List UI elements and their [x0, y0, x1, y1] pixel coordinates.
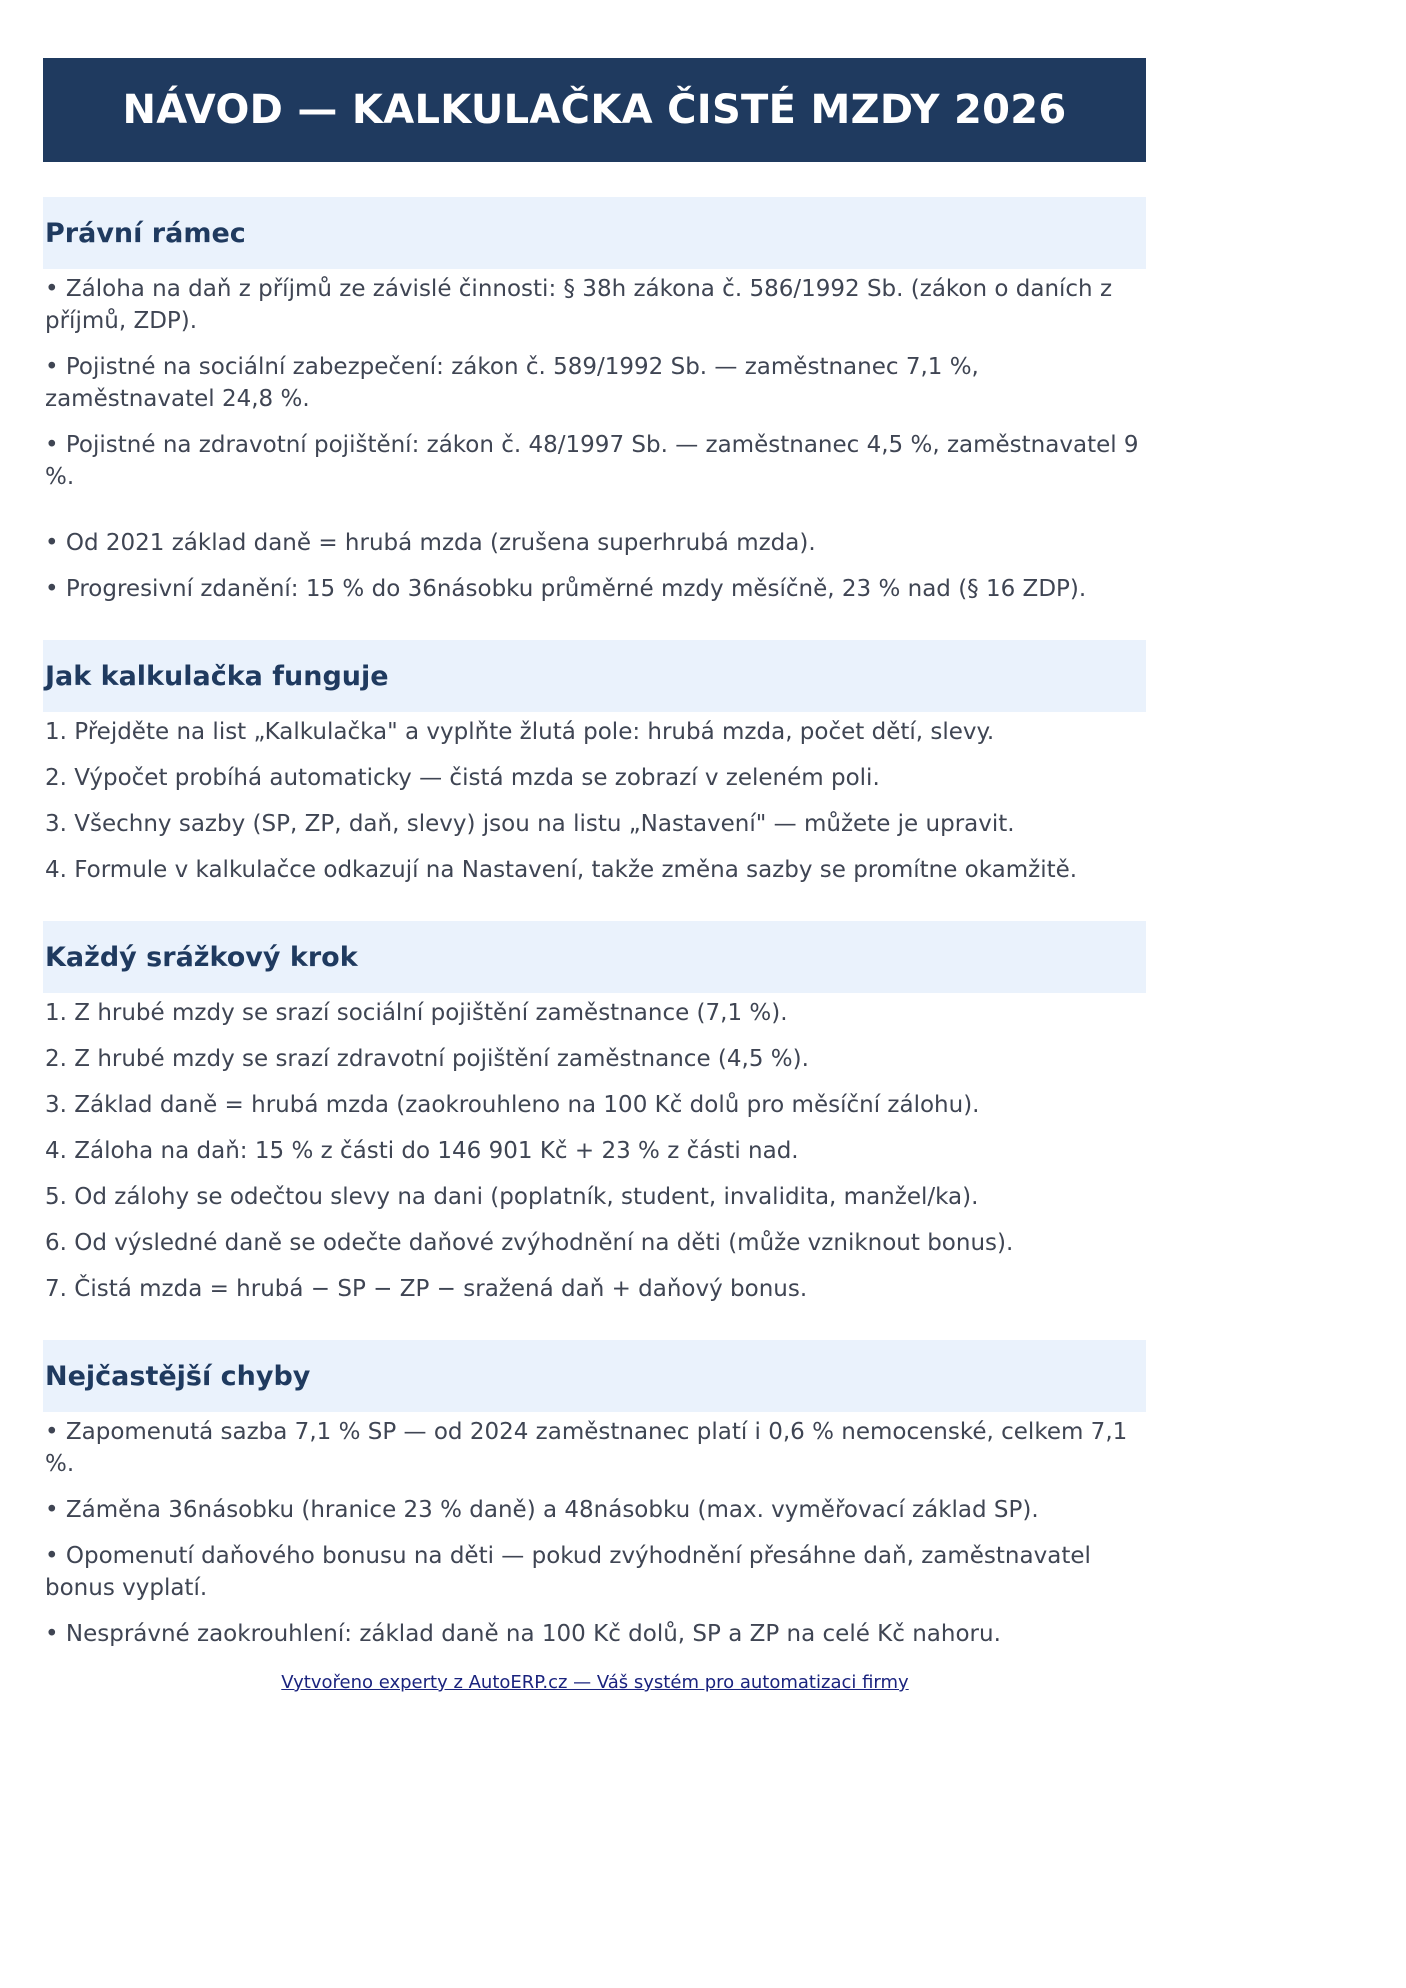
- list-item: 3. Základ daně = hrubá mzda (zaokrouhleno na 100 Kč dolů pro měsíční zálohu).: [45, 1092, 980, 1118]
- list-item: • Pojistné na sociální zabezpečení: zákon č. 589/1992 Sb. — zaměstnanec 7,1 %, zaměstnavatel 24,8 %.: [45, 354, 979, 412]
- list-item: 1. Přejděte na list „Kalkulačka" a vyplňte žlutá pole: hrubá mzda, počet dětí, slevy.: [45, 719, 995, 745]
- footer: [0, 1672, 1190, 1693]
- list-item: 7. Čistá mzda = hrubá − SP − ZP − sražená daň + daňový bonus.: [45, 1276, 808, 1302]
- list-item: • Záměna 36násobku (hranice 23 % daně) a 48násobku (max. vyměřovací základ SP).: [45, 1497, 1039, 1523]
- section-legal-framework: [43, 197, 1146, 605]
- section-header: [43, 1340, 1146, 1412]
- list-item: • Záloha na daň z příjmů ze závislé činnosti: § 38h zákona č. 586/1992 Sb. (zákon o daních z příjmů, ZDP).: [45, 276, 1113, 334]
- section-items: [43, 1416, 1146, 1650]
- list-item: 2. Z hrubé mzdy se srazí zdravotní pojištění zaměstnance (4,5 %).: [45, 1046, 809, 1072]
- list-item: 2. Výpočet probíhá automaticky — čistá mzda se zobrazí v zeleném poli.: [45, 765, 880, 791]
- document-title: NÁVOD — KALKULAČKA ČISTÉ MZDY 2026: [122, 87, 1067, 133]
- title-banner: [43, 58, 1146, 162]
- section-header: [43, 640, 1146, 712]
- section-header: [43, 197, 1146, 269]
- section-header: [43, 921, 1146, 993]
- section-heading: Jak kalkulačka funguje: [45, 660, 389, 692]
- list-item: 1. Z hrubé mzdy se srazí sociální pojištění zaměstnance (7,1 %).: [45, 1000, 788, 1026]
- list-item: • Nesprávné zaokrouhlení: základ daně na 100 Kč dolů, SP a ZP na celé Kč nahoru.: [45, 1621, 1001, 1647]
- section-items: [43, 716, 1146, 886]
- section-common-mistakes: [43, 1340, 1146, 1650]
- section-items: [43, 273, 1146, 605]
- section-heading: Nejčastější chyby: [45, 1360, 311, 1392]
- list-item: • Od 2021 základ daně = hrubá mzda (zrušena superhrubá mzda).: [45, 530, 816, 556]
- list-item: • Pojistné na zdravotní pojištění: zákon č. 48/1997 Sb. — zaměstnanec 4,5 %, zaměstnavatel 9 %.: [45, 432, 1139, 490]
- footer-link[interactable]: Vytvořeno experty z AutoERP.cz — Váš systém pro automatizaci firmy: [281, 1672, 909, 1693]
- list-item: • Zapomenutá sazba 7,1 % SP — od 2024 zaměstnanec platí i 0,6 % nemocenské, celkem 7,1 %.: [45, 1419, 1128, 1477]
- list-item: 3. Všechny sazby (SP, ZP, daň, slevy) jsou na listu „Nastavení" — můžete je upravit.: [45, 811, 1015, 837]
- section-items: [43, 997, 1146, 1305]
- list-item: 6. Od výsledné daně se odečte daňové zvýhodnění na děti (může vzniknout bonus).: [45, 1230, 1014, 1256]
- list-item: • Progresivní zdanění: 15 % do 36násobku průměrné mzdy měsíčně, 23 % nad (§ 16 ZDP).: [45, 576, 1087, 602]
- section-heading: Právní rámec: [45, 217, 246, 249]
- document-page: [43, 58, 1146, 1664]
- list-item: 4. Formule v kalkulačce odkazují na Nastavení, takže změna sazby se promítne okamžitě.: [45, 857, 1078, 883]
- section-deduction-steps: [43, 921, 1146, 1305]
- section-heading: Každý srážkový krok: [45, 941, 358, 973]
- list-item: 5. Od zálohy se odečtou slevy na dani (poplatník, student, invalidita, manžel/ka).: [45, 1184, 979, 1210]
- list-item: • Opomenutí daňového bonusu na děti — pokud zvýhodnění přesáhne daň, zaměstnavatel bonus vyplatí.: [45, 1543, 1091, 1601]
- list-item: 4. Záloha na daň: 15 % z části do 146 901 Kč + 23 % z části nad.: [45, 1138, 799, 1164]
- section-how-it-works: [43, 640, 1146, 886]
